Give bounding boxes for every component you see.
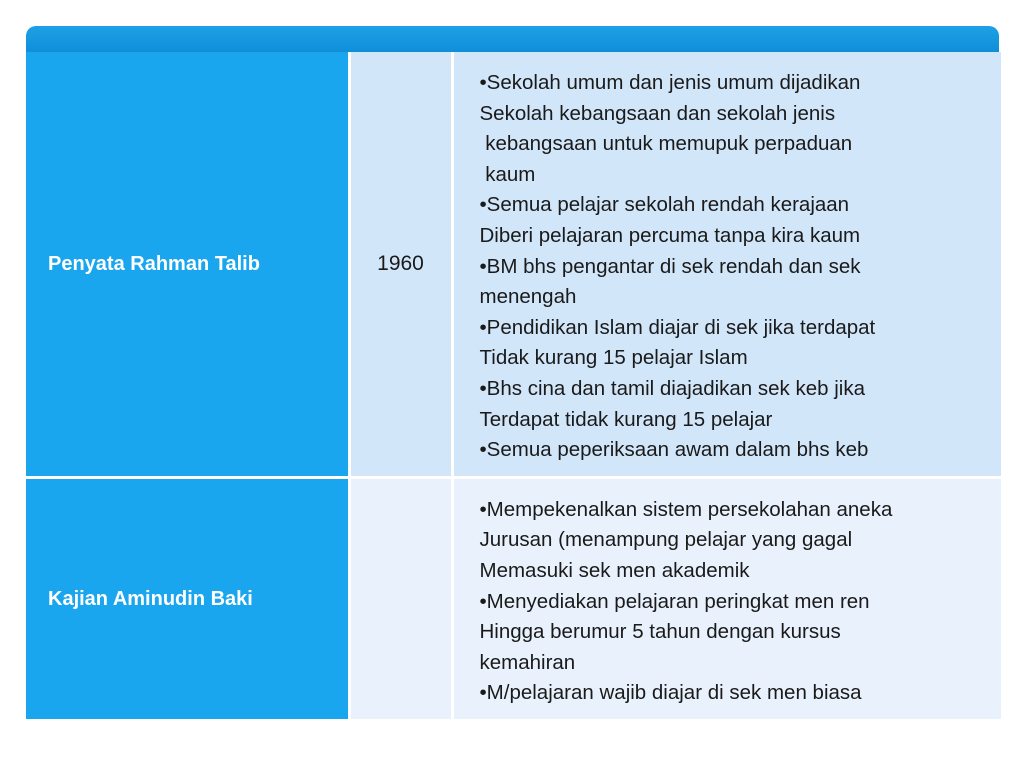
- table-row: [26, 477, 1002, 720]
- report-name-cell: Penyata Rahman Talib: [26, 52, 349, 477]
- table-row: [26, 52, 1002, 477]
- year-cell: 1960: [349, 52, 452, 477]
- description-cell: •Mempekenalkan sistem persekolahan aneka Jurusan (menampung pelajar yang gagal Memasuki sek men akademik •Menyediakan pelajaran peringkat men ren Hingga berumur 5 tahun dengan kursus kemahiran •M/pelajaran wajib diajar di sek men biasa: [452, 477, 1002, 720]
- year-cell: [349, 477, 452, 720]
- description-cell: •Sekolah umum dan jenis umum dijadikan Sekolah kebangsaan dan sekolah jenis kebangsaan untuk memupuk perpaduan kaum •Semua pelajar sekolah rendah kerajaan Diberi pelajaran percuma tanpa kira kaum •BM bhs pengantar di sek rendah dan sek menengah •Pendidikan Islam diajar di sek jika terdapat Tidak kurang 15 pelajar Islam •Bhs cina dan tamil diajadikan sek keb jika Terdapat tidak kurang 15 pelajar •Semua peperiksaan awam dalam bhs keb: [452, 52, 1002, 477]
- header-bar: [26, 26, 999, 52]
- policy-table: [26, 52, 1004, 722]
- report-name-cell: Kajian Aminudin Baki: [26, 477, 349, 720]
